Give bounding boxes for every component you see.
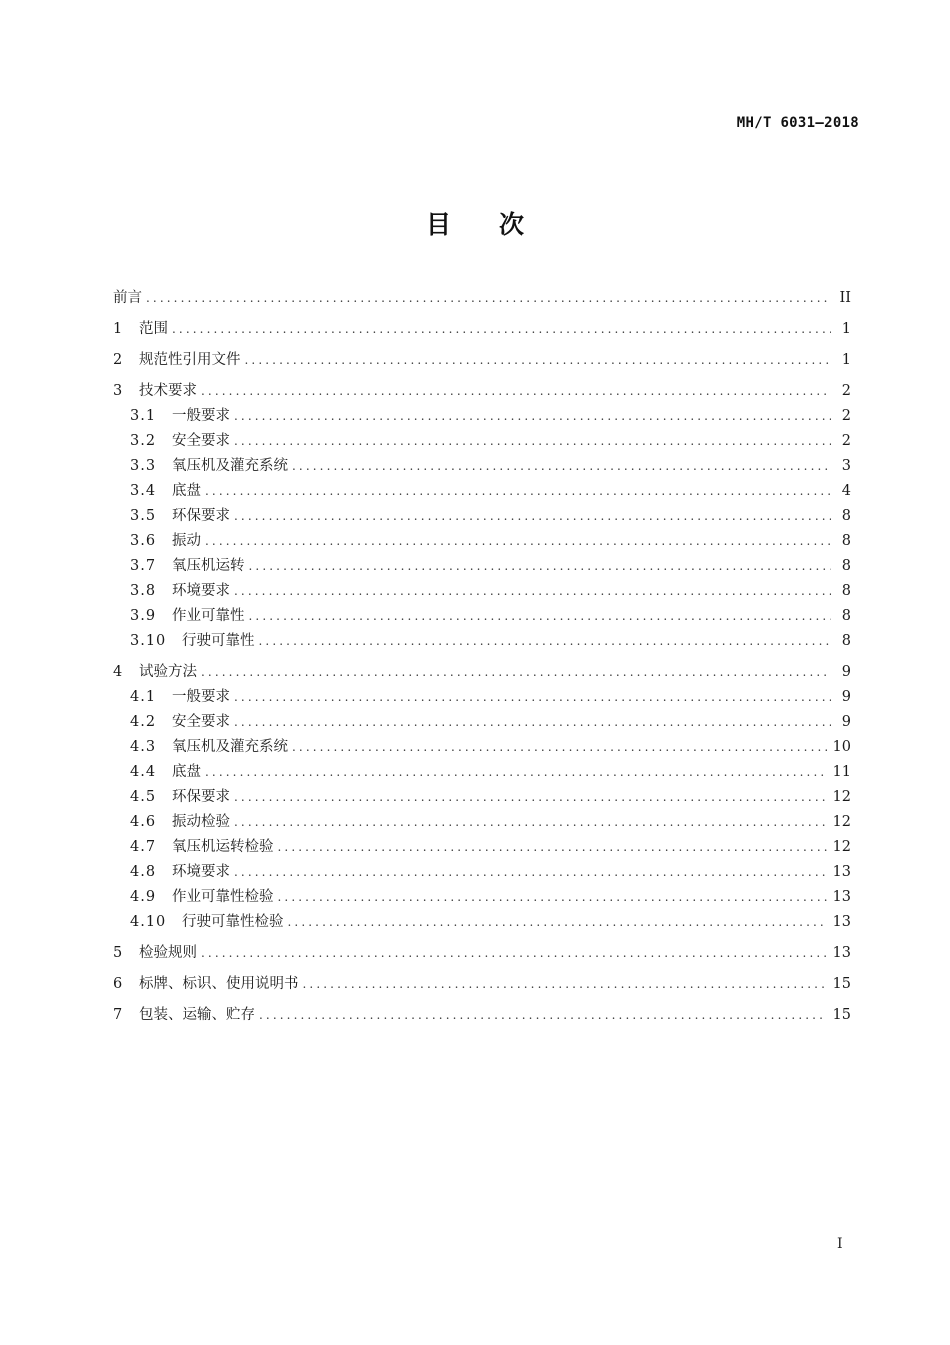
toc-entry-label: 氧压机运转 [172, 558, 245, 574]
dot-leader [234, 785, 827, 810]
toc-entry-number: 3.6 [130, 533, 157, 549]
dot-leader [249, 554, 832, 579]
dot-leader [234, 860, 827, 885]
toc-entry[interactable] [113, 860, 851, 885]
toc-entry-number: 3.1 [130, 408, 157, 424]
toc-entry-number: 3.10 [130, 633, 167, 649]
toc-entry-page: 8 [841, 558, 851, 574]
toc-entry-page: 4 [841, 483, 851, 499]
toc-entry-label: 技术要求 [139, 383, 197, 399]
toc-entry-label: 环境要求 [172, 583, 230, 599]
toc-entry-page: 2 [841, 408, 851, 424]
toc-entry-number: 4.5 [130, 789, 157, 805]
toc-entry-number: 3.8 [130, 583, 157, 599]
toc-entry-page: 12 [832, 839, 851, 855]
dot-leader [172, 317, 831, 342]
toc-entry[interactable] [113, 317, 851, 342]
dot-leader [205, 529, 831, 554]
dot-leader [259, 629, 832, 654]
dot-leader [292, 735, 827, 760]
toc-entry-number: 3.5 [130, 508, 157, 524]
page-title: 目次 [425, 210, 572, 239]
document-code: MH/T 6031—2018 [736, 115, 859, 131]
toc-entry-page: II [839, 290, 851, 306]
toc-entry-page: 8 [841, 508, 851, 524]
toc-entry-page: 13 [832, 945, 851, 961]
dot-leader [201, 660, 831, 685]
toc-entry-label: 行驶可靠性 [182, 633, 255, 649]
toc-entry-number: 7 [113, 1007, 123, 1023]
toc-entry[interactable] [113, 941, 851, 966]
toc-entry-label: 行驶可靠性检验 [182, 914, 284, 930]
dot-leader [292, 454, 831, 479]
toc-entry-number: 4.10 [130, 914, 167, 930]
toc-entry-label: 前言 [113, 290, 142, 306]
toc-entry-page: 8 [841, 633, 851, 649]
dot-leader [234, 579, 831, 604]
dot-leader [234, 685, 831, 710]
dot-leader [288, 910, 827, 935]
toc-entry[interactable] [113, 1003, 851, 1028]
dot-leader [234, 710, 831, 735]
toc-entry-label: 底盘 [172, 764, 201, 780]
toc-entry-number: 4.3 [130, 739, 157, 755]
dot-leader [278, 885, 827, 910]
dot-leader [249, 604, 832, 629]
toc-entry-number: 4.4 [130, 764, 157, 780]
toc-entry[interactable] [113, 504, 851, 529]
toc-entry-label: 安全要求 [172, 714, 230, 730]
toc-entry-label: 一般要求 [172, 689, 230, 705]
dot-leader [278, 835, 827, 860]
dot-leader [234, 504, 831, 529]
toc-entry[interactable] [113, 579, 851, 604]
toc-entry-page: 9 [841, 689, 851, 705]
dot-leader [234, 429, 831, 454]
toc-entry-label: 氧压机及灌充系统 [172, 739, 288, 755]
toc-entry-page: 12 [832, 789, 851, 805]
dot-leader [234, 810, 827, 835]
toc-entry-number: 5 [113, 945, 123, 961]
page-number: I [837, 1236, 843, 1252]
toc-entry-page: 10 [832, 739, 851, 755]
dot-leader [146, 286, 831, 311]
toc-entry-label: 安全要求 [172, 433, 230, 449]
toc-entry-page: 2 [841, 383, 851, 399]
toc-entry-page: 1 [841, 352, 851, 368]
dot-leader [205, 479, 831, 504]
dot-leader [201, 379, 831, 404]
toc-entry-page: 13 [832, 914, 851, 930]
toc-entry[interactable] [113, 604, 851, 629]
toc-entry-label: 试验方法 [139, 664, 197, 680]
toc-entry-page: 8 [841, 583, 851, 599]
dot-leader [201, 941, 827, 966]
toc-entry[interactable] [113, 972, 851, 997]
toc-entry-number: 4.2 [130, 714, 157, 730]
toc-entry-page: 15 [832, 976, 851, 992]
dot-leader [234, 404, 831, 429]
toc-entry[interactable] [113, 429, 851, 454]
toc-entry[interactable] [113, 479, 851, 504]
toc-entry-page: 11 [832, 764, 851, 780]
toc-entry-label: 氧压机及灌充系统 [172, 458, 288, 474]
toc-entry[interactable] [113, 910, 851, 935]
dot-leader [245, 348, 832, 373]
toc-entry-page: 13 [832, 889, 851, 905]
toc-entry-number: 3.4 [130, 483, 157, 499]
toc-entry-page: 15 [832, 1007, 851, 1023]
toc-entry-number: 4.1 [130, 689, 157, 705]
toc-entry-page: 12 [832, 814, 851, 830]
toc-entry[interactable] [113, 710, 851, 735]
toc-entry-number: 1 [113, 321, 123, 337]
toc-entry[interactable] [113, 348, 851, 373]
toc-entry-label: 一般要求 [172, 408, 230, 424]
toc-entry[interactable] [113, 685, 851, 710]
toc-entry-number: 3.3 [130, 458, 157, 474]
toc-entry-page: 13 [832, 864, 851, 880]
toc-entry[interactable] [113, 835, 851, 860]
dot-leader [303, 972, 827, 997]
toc-entry-number: 3.7 [130, 558, 157, 574]
dot-leader [259, 1003, 827, 1028]
toc-entry-label: 包装、运输、贮存 [139, 1007, 255, 1023]
toc-entry-label: 振动 [172, 533, 201, 549]
toc-entry-number: 3.2 [130, 433, 157, 449]
toc-entry[interactable] [113, 629, 851, 654]
toc-entry-number: 3.9 [130, 608, 157, 624]
toc-entry-label: 底盘 [172, 483, 201, 499]
toc-entry[interactable] [113, 735, 851, 760]
toc-entry-number: 4.7 [130, 839, 157, 855]
toc-entry-label: 振动检验 [172, 814, 230, 830]
toc-entry[interactable] [113, 660, 851, 685]
toc-entry-label: 环保要求 [172, 508, 230, 524]
toc-entry-page: 8 [841, 533, 851, 549]
toc-entry[interactable] [113, 554, 851, 579]
toc-entry-number: 4 [113, 664, 123, 680]
toc-entry-number: 6 [113, 976, 123, 992]
toc-entry[interactable] [113, 760, 851, 785]
toc-entry-label: 氧压机运转检验 [172, 839, 274, 855]
toc-entry-label: 环境要求 [172, 864, 230, 880]
toc-entry-page: 2 [841, 433, 851, 449]
toc-entry-number: 3 [113, 383, 123, 399]
toc-entry-page: 9 [841, 664, 851, 680]
toc-entry[interactable] [113, 286, 851, 311]
toc-entry-number: 4.8 [130, 864, 157, 880]
toc-entry-number: 2 [113, 352, 123, 368]
toc-entry-label: 作业可靠性检验 [172, 889, 274, 905]
toc-entry-label: 范围 [139, 321, 168, 337]
toc-entry[interactable] [113, 810, 851, 835]
dot-leader [205, 760, 827, 785]
toc-entry-page: 9 [841, 714, 851, 730]
toc-entry[interactable] [113, 529, 851, 554]
toc-entry-page: 1 [841, 321, 851, 337]
toc-entry-label: 标牌、标识、使用说明书 [139, 976, 299, 992]
toc-entry-label: 规范性引用文件 [139, 352, 241, 368]
table-of-contents [113, 286, 851, 1028]
toc-entry[interactable] [113, 785, 851, 810]
toc-entry-number: 4.9 [130, 889, 157, 905]
toc-entry-label: 检验规则 [139, 945, 197, 961]
toc-entry[interactable] [113, 454, 851, 479]
toc-entry-label: 作业可靠性 [172, 608, 245, 624]
toc-entry-label: 环保要求 [172, 789, 230, 805]
toc-entry-number: 4.6 [130, 814, 157, 830]
toc-entry-page: 3 [841, 458, 851, 474]
toc-entry-page: 8 [841, 608, 851, 624]
toc-entry[interactable] [113, 885, 851, 910]
toc-entry[interactable] [113, 404, 851, 429]
toc-entry[interactable] [113, 379, 851, 404]
